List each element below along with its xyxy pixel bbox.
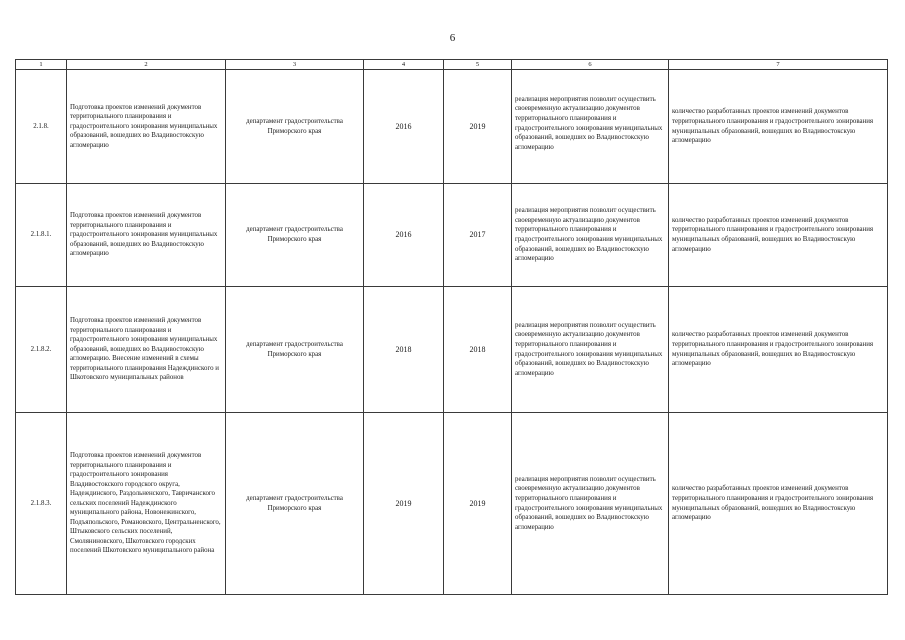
activity-name: Подготовка проектов изменений документов территориального планирования и градостроительного зонирования Владивостокского городского округа, Надеждинского, Раздольненского, Тавричанского сельских поселений Надеждинского муниципального района, Новонежинского, Подъяпольского, Романовского, Центральненского, Штыковского сельских поселений, Смоляниновского, Шкотовского городских поселений Шкотовского муниципального района: [67, 413, 226, 595]
indicator: количество разработанных проектов изменений документов территориального планирования и градостроительного зонирования муниципальных образований, вошедших во Владивостокскую агломерацию: [669, 70, 888, 184]
expected-result: реализация мероприятия позволит осуществить своевременную актуализацию документов территориального планирования и градостроительного зонирования муниципальных образований, вошедших во Владивостокскую агломерацию: [512, 184, 669, 287]
activity-name: Подготовка проектов изменений документов территориального планирования и градостроительного зонирования муниципальных образований, вошедших во Владивостокскую агломерацию: [67, 70, 226, 184]
column-number-header: 7: [669, 60, 888, 70]
page-number: 6: [449, 32, 456, 44]
executor: департамент градостроительства Приморского края: [226, 413, 364, 595]
table-row: [16, 184, 888, 287]
table-row: [16, 287, 888, 413]
activity-name: Подготовка проектов изменений документов территориального планирования и градостроительного зонирования муниципальных образований, вошедших во Владивостокскую агломерацию: [67, 184, 226, 287]
item-number: 2.1.8.1.: [16, 184, 67, 287]
end-year: 2017: [444, 184, 512, 287]
table-row: [16, 413, 888, 595]
indicator: количество разработанных проектов изменений документов территориального планирования и градостроительного зонирования муниципальных образований, вошедших во Владивостокскую агломерацию: [669, 184, 888, 287]
start-year: 2016: [364, 184, 444, 287]
activity-name: Подготовка проектов изменений документов территориального планирования и градостроительного зонирования муниципальных образований, вошедших во Владивостокскую агломерацию. Внесение изменений в схемы территориального планирования Надеждинского и Шкотовского муниципальных районов: [67, 287, 226, 413]
indicator: количество разработанных проектов изменений документов территориального планирования и градостроительного зонирования муниципальных образований, вошедших во Владивостокскую агломерацию: [669, 287, 888, 413]
item-number: 2.1.8.: [16, 70, 67, 184]
expected-result: реализация мероприятия позволит осуществить своевременную актуализацию документов территориального планирования и градостроительного зонирования муниципальных образований, вошедших во Владивостокскую агломерацию: [512, 287, 669, 413]
executor: департамент градостроительства Приморского края: [226, 184, 364, 287]
end-year: 2019: [444, 70, 512, 184]
start-year: 2018: [364, 287, 444, 413]
expected-result: реализация мероприятия позволит осуществить своевременную актуализацию документов территориального планирования и градостроительного зонирования муниципальных образований, вошедших во Владивостокскую агломерацию: [512, 70, 669, 184]
expected-result: реализация мероприятия позволит осуществить своевременную актуализацию документов территориального планирования и градостроительного зонирования муниципальных образований, вошедших во Владивостокскую агломерацию: [512, 413, 669, 595]
executor: департамент градостроительства Приморского края: [226, 70, 364, 184]
column-number-header: 4: [364, 60, 444, 70]
column-number-header: 6: [512, 60, 669, 70]
executor: департамент градостроительства Приморского края: [226, 287, 364, 413]
item-number: 2.1.8.3.: [16, 413, 67, 595]
column-number-header: 5: [444, 60, 512, 70]
end-year: 2019: [444, 413, 512, 595]
item-number: 2.1.8.2.: [16, 287, 67, 413]
column-number-header: 3: [226, 60, 364, 70]
table-row: [16, 70, 888, 184]
start-year: 2019: [364, 413, 444, 595]
column-number-header: 1: [16, 60, 67, 70]
table-header-row: [16, 60, 888, 70]
activities-table: [15, 59, 888, 595]
start-year: 2016: [364, 70, 444, 184]
indicator: количество разработанных проектов изменений документов территориального планирования и градостроительного зонирования муниципальных образований, вошедших во Владивостокскую агломерацию: [669, 413, 888, 595]
end-year: 2018: [444, 287, 512, 413]
column-number-header: 2: [67, 60, 226, 70]
